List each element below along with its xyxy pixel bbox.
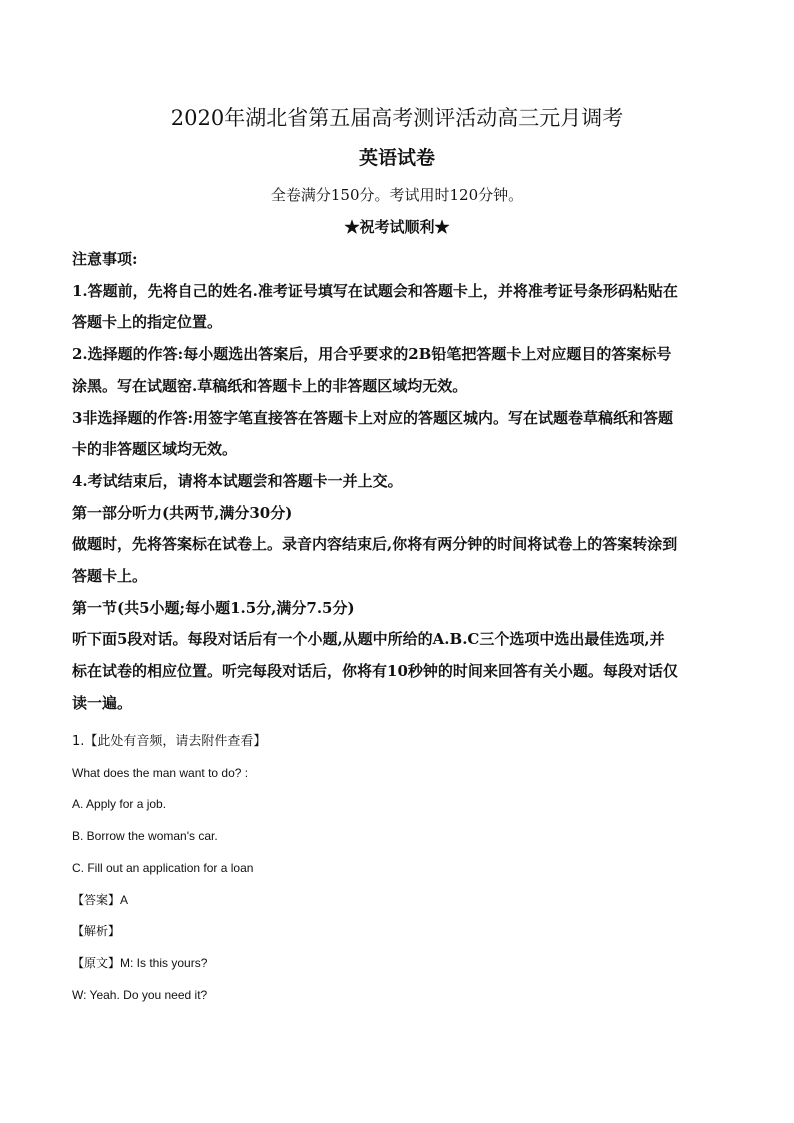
exam-wish: ★祝考试顺利★ [344,218,450,236]
answer-line [72,885,726,917]
note-item-1-line-1: 1.答题前，先将自己的姓名.准考证号填写在试题会和答题卡上，并将准考证号条形码粘贴在 [72,281,678,300]
question-prompt: What does the man want to do? : [72,765,249,780]
part1-title: 第一部分听力(共两节,满分30分) [72,503,293,522]
option-b: B. Borrow the woman's car. [72,829,218,844]
instructions-block [72,244,726,720]
part1-line-1: 做题时，先将答案标在试卷上。录音内容结束后,你将有两分钟的时间将试卷上的答案转涂到 [72,535,678,554]
original-line-w: W: Yeah. Do you need it? [72,987,208,1002]
answer-value: A [120,892,129,907]
analysis-label: 【解析】 [72,924,121,939]
option-a: A. Apply for a job. [72,797,167,812]
note-item-1-line-2: 答题卡上的指定位置。 [72,313,223,332]
section1-line-3: 读一遍。 [72,693,133,712]
page-title: 2020年湖北省第五届高考测评活动高三元月调考 [170,106,624,130]
note-item-4: 4.考试结束后，请将本试题尝和答题卡一并上交。 [72,471,403,490]
note-item-3-line-2: 卡的非答题区域均无效。 [72,440,238,459]
exam-meta: 全卷满分150分。考试用时120分钟。 [270,186,524,204]
option-c: C. Fill out an application for a loan [72,860,254,875]
section1-line-2: 标在试卷的相应位置。听完每段对话后，你将有10秒钟的时间来回答有关小题。每段对话仅 [72,662,678,681]
original-line-m [72,948,726,980]
original-m-text: M: Is this yours? [120,955,208,970]
original-label: 【原文】 [72,955,121,970]
note-item-3-line-1: 3非选择题的作答:用签字笔直接答在答题卡上对应的答题区城内。写在试题卷草稿纸和答题 [72,408,673,427]
part1-line-2: 答题卡上。 [72,567,148,586]
audio-note: 1.【此处有音频，请去附件查看】 [72,734,267,749]
answer-label: 【答案】 [72,892,121,907]
page-subtitle: 英语试卷 [358,147,435,169]
section1-title: 第一节(共5小题;每小题1.5分,满分7.5分) [72,598,355,617]
note-item-2-line-1: 2.选择题的作答:每小题选出答案后，用合乎要求的2B铅笔把答题卡上对应题目的答案标号 [72,345,672,364]
question-block [72,726,726,1011]
section1-line-1: 听下面5段对话。每段对话后有一个小题,从题中所给的A.B.C三个选项中选出最佳选项,并 [72,630,665,649]
note-item-2-line-2: 涂黑。写在试题窑.草稿纸和答题卡上的非答题区域均无效。 [72,376,468,395]
notes-heading: 注意事项: [72,250,138,268]
